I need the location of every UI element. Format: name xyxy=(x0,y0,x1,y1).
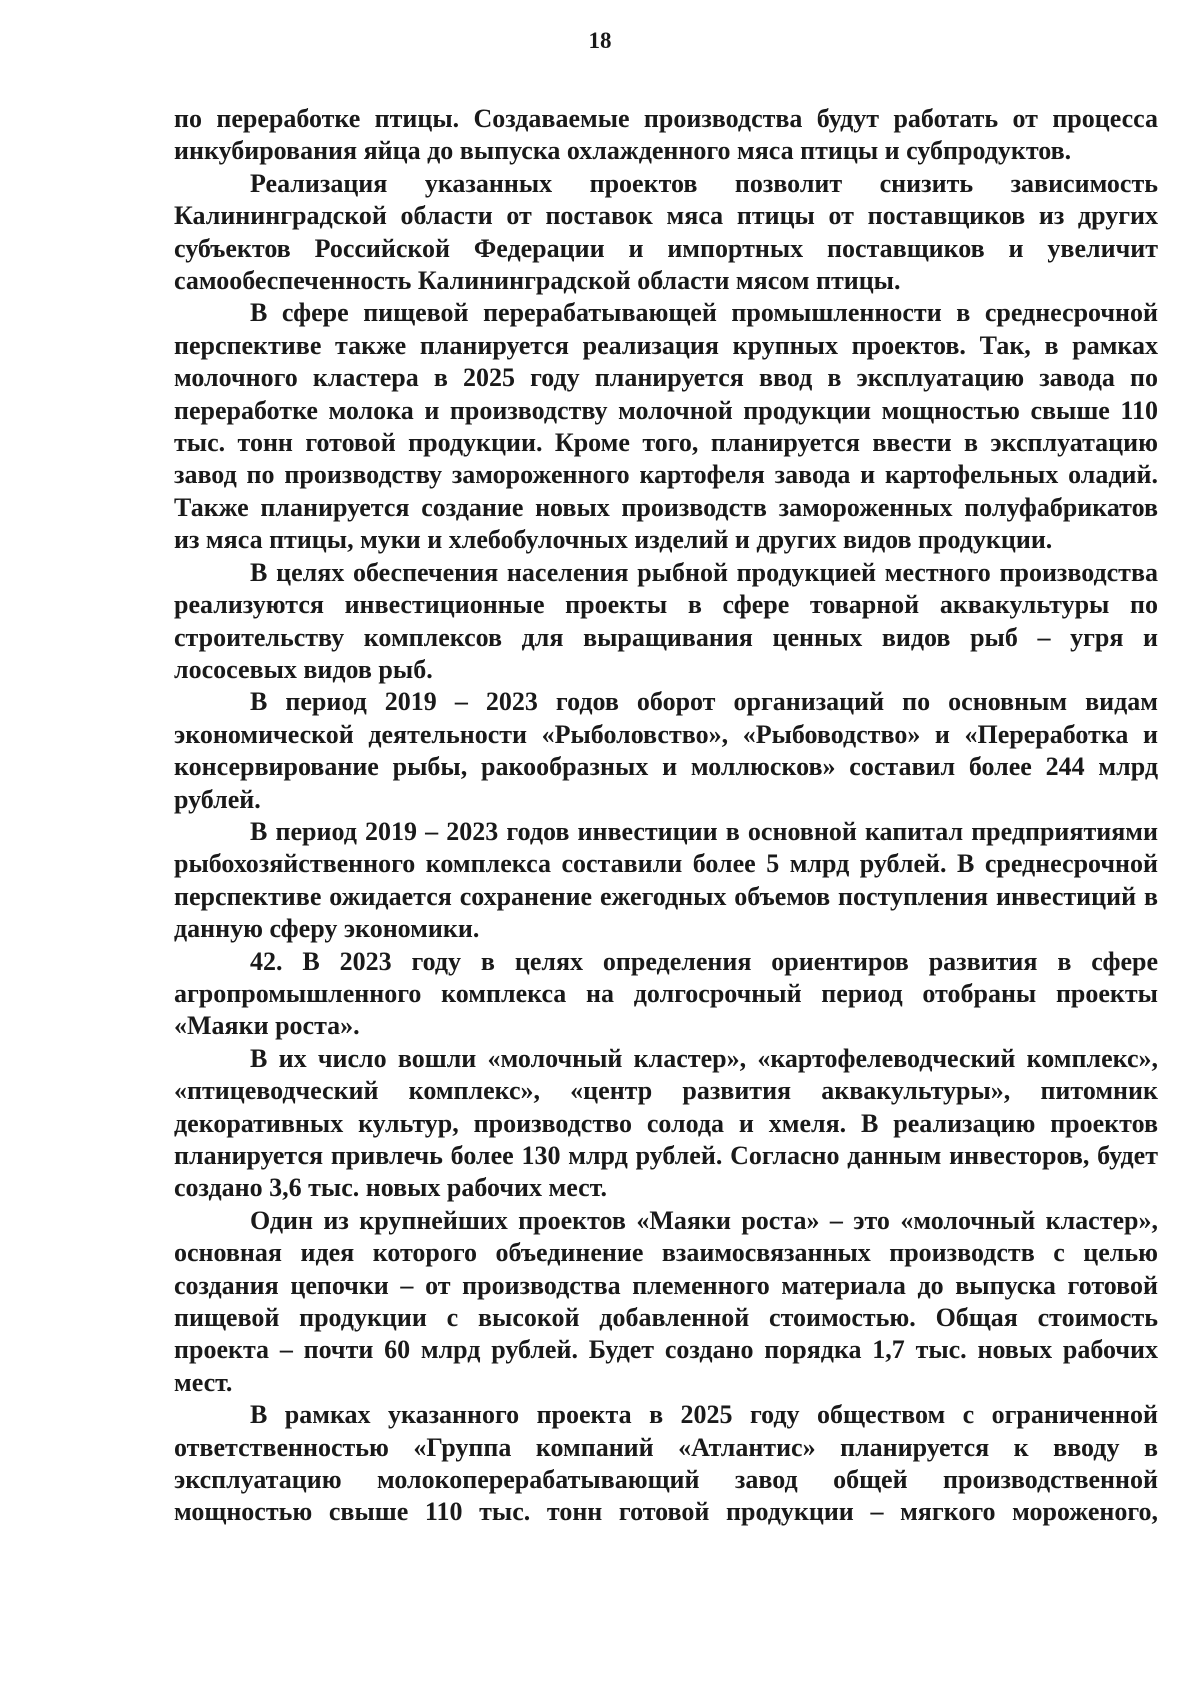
paragraph: В их число вошли «молочный кластер», «картофелеводческий комплекс», «птицеводческий комплекс», «центр развития аквакультуры», питомник декоративных культур, производство солода и хмеля. В реализацию проектов планируется привлечь более 130 млрд рублей. Согласно данным инвесторов, будет создано 3,6 тыс. новых рабочих мест. xyxy=(174,1043,1158,1203)
paragraph: В период 2019 – 2023 годов инвестиции в основной капитал предприятиями рыбохозяйственного комплекса составили более 5 млрд рублей. В среднесрочной перспективе ожидается сохранение ежегодных объемов поступления инвестиций в данную сферу экономики. xyxy=(174,816,1158,944)
document-body xyxy=(174,103,1158,1529)
paragraph: Один из крупнейших проектов «Маяки роста» – это «молочный кластер», основная идея которого объединение взаимосвязанных производств с целью создания цепочки – от производства племенного материала до выпуска готовой пищевой продукции с высокой добавленной стоимостью. Общая стоимость проекта – почти 60 млрд рублей. Будет создано порядка 1,7 тыс. новых рабочих мест. xyxy=(174,1205,1158,1397)
paragraph: В период 2019 – 2023 годов оборот организаций по основным видам экономической деятельности «Рыболовство», «Рыбоводство» и «Переработка и консервирование рыбы, ракообразных и моллюсков» составил более 244 млрд рублей. xyxy=(174,687,1158,814)
paragraph: по переработке птицы. Создаваемые производства будут работать от процесса инкубирования яйца до выпуска охлажденного мяса птицы и субпродуктов. xyxy=(174,104,1158,166)
paragraph: 42. В 2023 году в целях определения ориентиров развития в сфере агропромышленного комплекса на долгосрочный период отобраны проекты «Маяки роста». xyxy=(174,946,1158,1041)
paragraph: Реализация указанных проектов позволит снизить зависимость Калининградской области от поставок мяса птицы от поставщиков из других субъектов Российской Федерации и импортных поставщиков и увеличит самообеспеченность Калининградской области мясом птицы. xyxy=(174,168,1158,296)
paragraph: В целях обеспечения населения рыбной продукцией местного производства реализуются инвестиционные проекты в сфере товарной аквакультуры по строительству комплексов для выращивания ценных видов рыб – угря и лососевых видов рыб. xyxy=(174,557,1158,684)
paragraph: В рамках указанного проекта в 2025 году обществом с ограниченной ответственностью «Группа компаний «Атлантис» планируется к вводу в эксплуатацию молокоперерабатывающий завод общей производственной мощностью свыше 110 тыс. тонн готовой продукции – мягкого мороженого, xyxy=(174,1400,1158,1527)
page-number: 18 xyxy=(588,28,612,53)
paragraph: В сфере пищевой перерабатывающей промышленности в среднесрочной перспективе также планируется реализация крупных проектов. Так, в рамках молочного кластера в 2025 году планируется ввод в эксплуатацию завода по переработке молока и производству молочной продукции мощностью свыше 110 тыс. тонн готовой продукции. Кроме того, планируется ввести в эксплуатацию завод по производству замороженного картофеля завода и картофельных оладий. Также планируется создание новых производств замороженных полуфабрикатов из мяса птицы, муки и хлебобулочных изделий и других видов продукции. xyxy=(174,298,1158,555)
